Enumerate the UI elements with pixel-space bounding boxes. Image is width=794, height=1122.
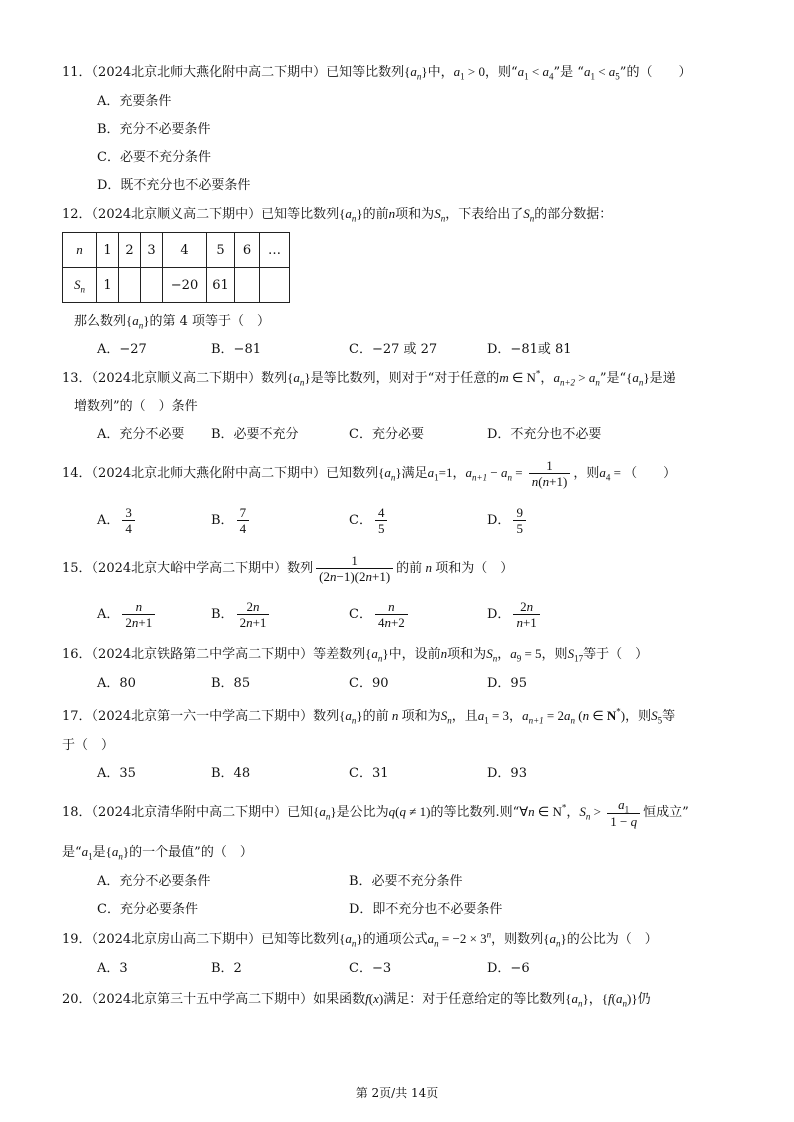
table-row [63, 268, 290, 303]
page-footer: 第 2页/共 14页 [355, 1086, 439, 1100]
q15-option-c[interactable]: C． $\frac{n}{4n+2}$ [349, 599, 411, 630]
q11-option-a[interactable]: A．充要条件 [97, 94, 172, 109]
q11-option-b[interactable]: B．充分不必要条件 [97, 122, 211, 137]
q12-data-table [62, 232, 290, 303]
q18-option-a[interactable]: A．充分不必要条件 [97, 874, 211, 889]
q11-option-c[interactable]: C．必要不充分条件 [97, 150, 211, 165]
q19-option-d[interactable]: D．−6 [487, 961, 530, 976]
table-cell-sn: $S_n$ [74, 277, 85, 295]
q15-option-d[interactable]: D． $\frac{2n}{n+1}$ [487, 599, 543, 630]
table-cell: n [63, 233, 97, 268]
q19-option-b[interactable]: B．2 [211, 961, 242, 976]
q14-option-a[interactable]: A． $\frac{3}{4}$ [97, 505, 138, 536]
q14-fraction: $\frac{1}{n(n+1)}$ [529, 458, 571, 490]
q17-option-a[interactable]: A．35 [97, 766, 136, 781]
q14-stem: 14．（2024北京北师大燕化附中高二下期中）已知数列$\{a_n\}$满足$a_1=1$，$a_{n+1} - a_n$ = $\frac{1}{n(n+1)}$ ，则$a_4$ = （ ） [62, 457, 677, 489]
q18-stem-line2: 是“$a_1$是$\{a_n\}$的一个最值”的（ ） [62, 844, 253, 862]
q12-option-d[interactable]: D．−81或 81 [487, 342, 572, 357]
q18-option-b[interactable]: B．必要不充分条件 [349, 874, 463, 889]
q15-fraction: $\frac{1}{(2n-1)(2n+1)}$ [316, 553, 393, 584]
table-cell [63, 268, 97, 303]
q13-option-b[interactable]: B．必要不充分 [211, 427, 299, 442]
q19-option-c[interactable]: C．−3 [349, 961, 392, 976]
table-cell: −20 [163, 268, 207, 303]
q17-option-c[interactable]: C．31 [349, 766, 389, 781]
q14-option-d[interactable]: D． $\frac{9}{5}$ [487, 505, 529, 536]
q16-option-c[interactable]: C．90 [349, 676, 389, 691]
table-cell: 3 [141, 233, 163, 268]
table-cell [235, 268, 260, 303]
q13-option-d[interactable]: D．不充分也不必要 [487, 427, 602, 442]
table-row [63, 233, 290, 268]
q17-stem: 17．（2024北京第一六一中学高二下期中）数列$\{a_n\}$的前 n 项和为$S_n$，且$a_1 = 3$，$a_{n+1} = 2a_n$ (n ∈ N*)，则$S_5$等 [62, 706, 676, 726]
table-cell: … [260, 233, 290, 268]
q16-option-b[interactable]: B．85 [211, 676, 251, 691]
table-cell: 5 [207, 233, 235, 268]
q12-option-b[interactable]: B．−81 [211, 342, 261, 357]
q14-option-b[interactable]: B． $\frac{7}{4}$ [211, 505, 252, 536]
q19-stem: 19．（2024北京房山高二下期中）已知等比数列$\{a_n\}$的通项公式$a_n = -2 \times 3^n$，则数列$\{a_n\}$的公比为（ ） [62, 929, 658, 949]
table-cell: 1 [97, 233, 119, 268]
table-cell: 4 [163, 233, 207, 268]
q18-stem: 18．（2024北京清华附中高二下期中）已知$\{a_n\}$是公比为q(q ≠ 1)的等比数列.则“∀n ∈ N*，$S_n$ > $\frac{a_1}{1 - q}$ 恒成立” [62, 796, 689, 829]
q18-option-d[interactable]: D．即不充分也不必要条件 [349, 902, 503, 917]
q13-stem-line2: 增数列”的（ ）条件 [74, 399, 198, 414]
q12-option-c[interactable]: C．−27 或 27 [349, 342, 438, 357]
q13-option-a[interactable]: A．充分不必要 [97, 427, 185, 442]
q17-option-d[interactable]: D．93 [487, 766, 527, 781]
q13-option-c[interactable]: C．充分必要 [349, 427, 424, 442]
q17-option-b[interactable]: B．48 [211, 766, 251, 781]
q17-stem-line2: 于（ ） [62, 738, 115, 753]
q15-stem: 15．（2024北京大峪中学高二下期中）数列 $\frac{1}{(2n-1)(2n+1)}$ 的前 n 项和为（ ） [62, 553, 514, 584]
q15-option-a[interactable]: A． $\frac{n}{2n+1}$ [97, 599, 158, 630]
q12-stem: 12．（2024北京顺义高二下期中）已知等比数列$\{a_n\}$的前n项和为$S_n$，下表给出了$S_n$的部分数据： [62, 206, 613, 224]
q13-stem: 13．（2024北京顺义高二下期中）数列$\{a_n\}$是等比数列，则对于“对于任意的m ∈ N*，$a_{n+2} > a_n$”是“$\{a_n\}$是递 [62, 368, 676, 388]
table-cell: 2 [119, 233, 141, 268]
table-cell: 1 [97, 268, 119, 303]
q11-option-d[interactable]: D．既不充分也不必要条件 [97, 178, 251, 193]
q16-option-a[interactable]: A．80 [97, 676, 136, 691]
q18-option-c[interactable]: C．充分必要条件 [97, 902, 198, 917]
q16-option-d[interactable]: D．95 [487, 676, 527, 691]
q11-stem: 11．（2024北京北师大燕化附中高二下期中）已知等比数列$\{a_n\}$中，$a_1 > 0$，则“$a_1 < a_4$”是 “$a_1 < a_5$”的（ ） [62, 64, 692, 82]
q20-stem: 20．（2024北京第三十五中学高二下期中）如果函数f(x)满足：对于任意给定的等比数列$\{a_n\}$，$\{f(a_n)\}$仍 [62, 991, 651, 1009]
q15-option-b[interactable]: B． $\frac{2n}{2n+1}$ [211, 599, 272, 630]
q16-stem: 16．（2024北京铁路第二中学高二下期中）等差数列$\{a_n\}$中，设前n项和为$S_n$，$a_9 = 5$，则$S_{17}$等于（ ） [62, 646, 649, 664]
q12-followup: 那么数列$\{a_n\}$的第 4 项等于（ ） [74, 313, 271, 331]
q14-option-c[interactable]: C． $\frac{4}{5}$ [349, 505, 390, 536]
q19-option-a[interactable]: A．3 [97, 961, 128, 976]
table-cell: 61 [207, 268, 235, 303]
q18-fraction: $\frac{a_1}{1 - q}$ [607, 797, 640, 829]
q12-option-a[interactable]: A．−27 [97, 342, 147, 357]
table-cell [260, 268, 290, 303]
table-cell [141, 268, 163, 303]
table-cell: 6 [235, 233, 260, 268]
table-cell [119, 268, 141, 303]
